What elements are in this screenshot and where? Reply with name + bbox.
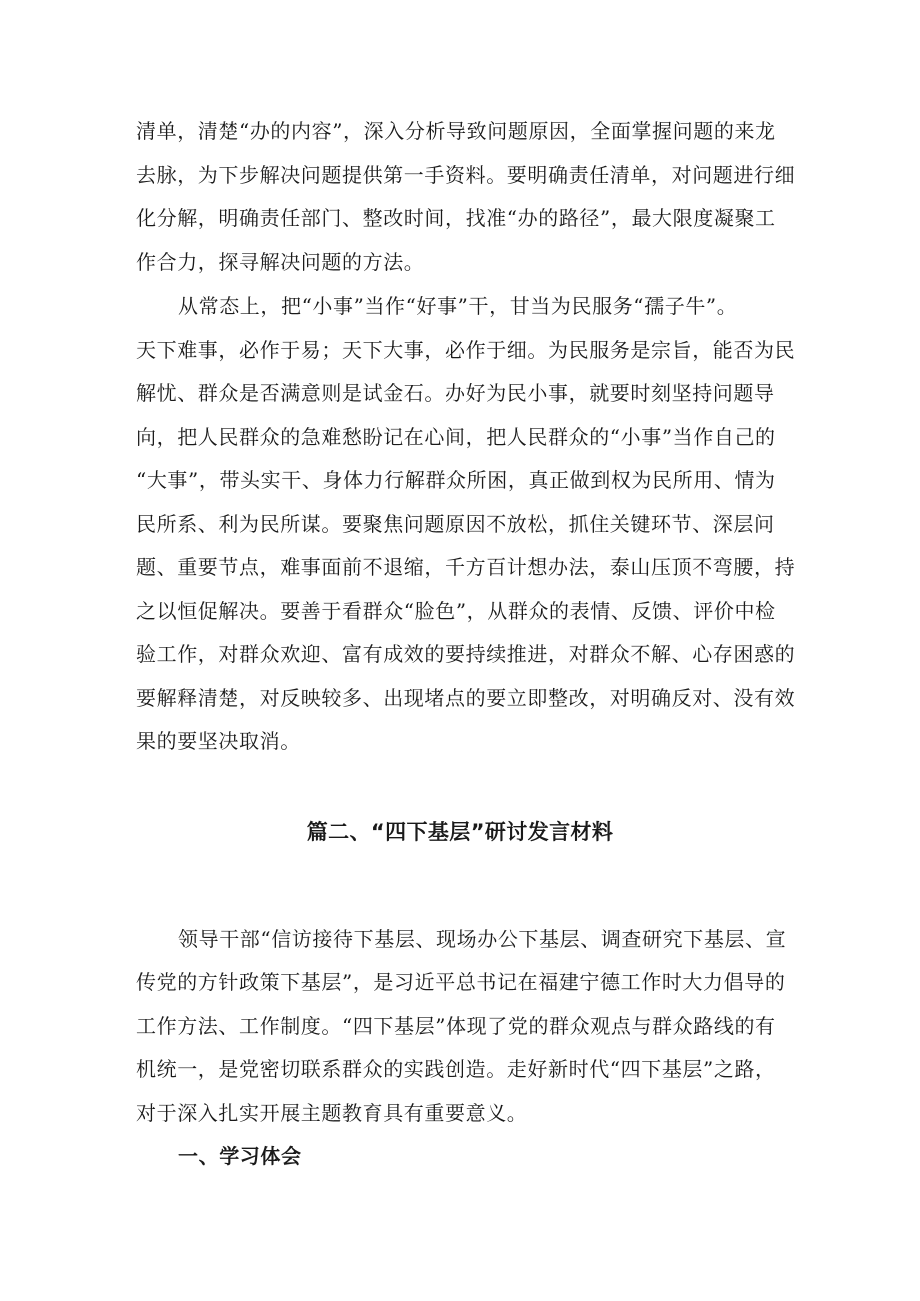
- paragraph-line: “大事”，带头实干、身体力行解群众所困，真正做到权为民所用、情为: [136, 468, 776, 492]
- paragraph-line: 果的要坚决取消。: [136, 729, 301, 753]
- paragraph-line: 去脉，为下步解决问题提供第一手资料。要明确责任清单，对问题进行细: [136, 163, 796, 187]
- paragraph-line: 向，把人民群众的急难愁盼记在心间，把人民群众的“小事”当作自己的: [136, 425, 776, 449]
- paragraph-line: 机统一，是党密切联系群众的实践创造。走好新时代“四下基层”之路，: [136, 1057, 776, 1081]
- paragraph-line: 对于深入扎实开展主题教育具有重要意义。: [136, 1101, 528, 1125]
- paragraph-line: 传党的方针政策下基层”，是习近平总书记在福建宁德工作时大力倡导的: [136, 970, 786, 994]
- paragraph-line: 解忧、群众是否满意则是试金石。办好为民小事，就要时刻坚持问题导: [136, 381, 775, 405]
- paragraph-line: 验工作，对群众欢迎、富有成效的要持续推进，对群众不解、心存困惑的: [136, 642, 796, 666]
- subheading: 一、学习体会: [178, 1144, 302, 1168]
- paragraph-line: 从常态上，把“小事”当作“好事”干，甘当为民服务“孺子牛”。: [178, 294, 738, 318]
- paragraph-line: 题、重要节点，难事面前不退缩，千方百计想办法，泰山压顶不弯腰，持: [136, 555, 796, 579]
- paragraph-line: 领导干部“信访接待下基层、现场办公下基层、调查研究下基层、宣: [178, 927, 787, 951]
- paragraph-line: 民所系、利为民所谋。要聚焦问题原因不放松，抓住关键环节、深层问: [136, 512, 775, 536]
- paragraph-line: 之以恒促解决。要善于看群众“脸色”，从群众的表情、反馈、评价中检: [136, 599, 776, 623]
- paragraph-line: 作合力，探寻解决问题的方法。: [136, 250, 425, 274]
- paragraph-line: 要解释清楚，对反映较多、出现堵点的要立即整改，对明确反对、没有效: [136, 686, 796, 710]
- paragraph-line: 天下难事，必作于易；天下大事，必作于细。为民服务是宗旨，能否为民: [136, 338, 796, 362]
- section-title: 篇二、“四下基层”研讨发言材料: [306, 820, 614, 844]
- paragraph-line: 工作方法、工作制度。“四下基层”体现了党的群众观点与群众路线的有: [136, 1014, 776, 1038]
- paragraph-line: 化分解，明确责任部门、整改时间，找准“办的路径”，最大限度凝聚工: [136, 206, 776, 230]
- paragraph-line: 清单，清楚“办的内容”，深入分析导致问题原因，全面掌握问题的来龙: [136, 119, 776, 143]
